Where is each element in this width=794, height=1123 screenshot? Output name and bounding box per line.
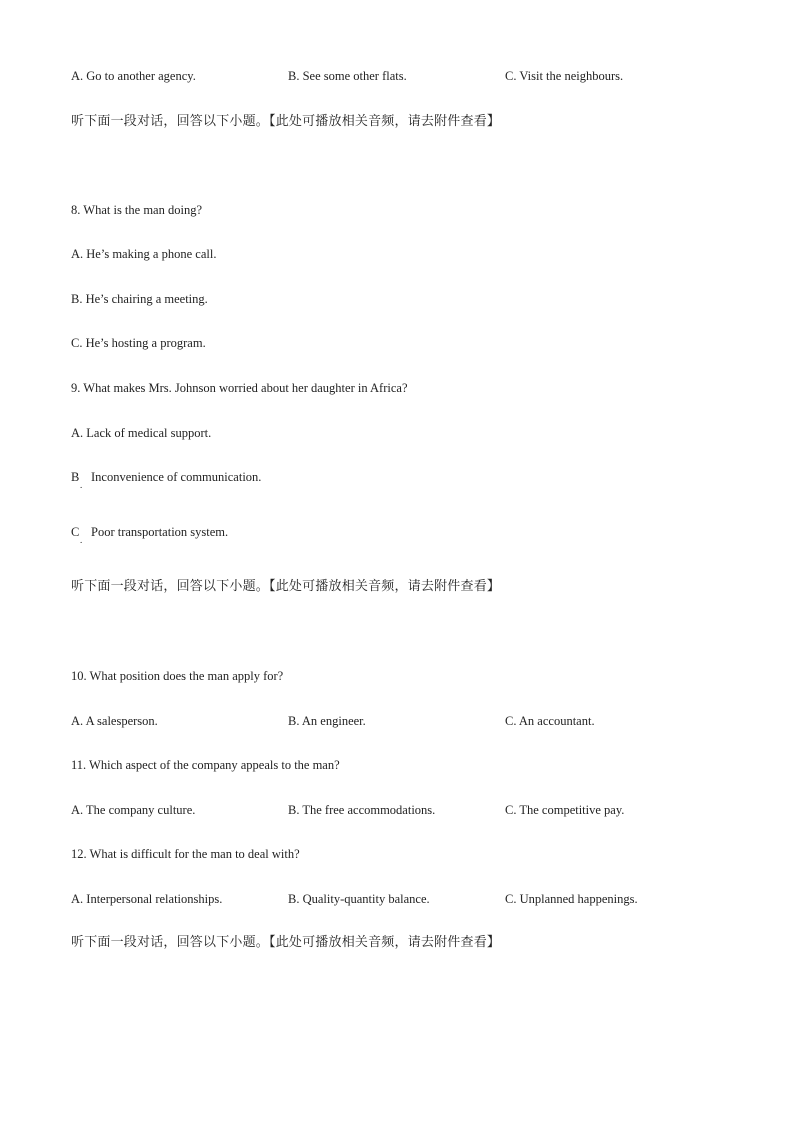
q7-option-a: A. Go to another agency. [71, 69, 196, 83]
q8-question: 8. What is the man doing? [71, 203, 202, 217]
q11-option-b: B. The free accommodations. [288, 803, 436, 817]
q8-option-a: A. He’s making a phone call. [71, 247, 217, 261]
q12-question: 12. What is difficult for the man to deal with? [71, 847, 300, 861]
q10-question: 10. What position does the man apply for? [71, 669, 284, 683]
q7-option-b: B. See some other flats. [288, 69, 407, 83]
q9-question: 9. What makes Mrs. Johnson worried about her daughter in Africa? [71, 381, 408, 395]
q11-option-a: A. The company culture. [71, 803, 196, 817]
listening-instruction: 听下面一段对话，回答以下小题。【此处可播放相关音频，请去附件查看】 [71, 114, 501, 129]
q12-option-c: C. Unplanned happenings. [505, 892, 638, 906]
listening-instruction: 听下面一段对话，回答以下小题。【此处可播放相关音频，请去附件查看】 [71, 935, 501, 950]
q12-options [71, 891, 731, 907]
q7-option-c: C. Visit the neighbours. [505, 69, 624, 83]
q11-question: 11. Which aspect of the company appeals to the man? [71, 758, 340, 772]
q9-option-a: A. Lack of medical support. [71, 426, 212, 440]
q10-options [71, 713, 731, 729]
q9-option-b-letter: B . [71, 470, 83, 490]
q8-option-b: B. He’s chairing a meeting. [71, 292, 208, 306]
q12-option-a: A. Interpersonal relationships. [71, 892, 223, 906]
q10-option-a: A. A salesperson. [71, 714, 158, 728]
q9-option-b [71, 469, 262, 490]
q7-options [71, 68, 731, 84]
listening-instruction: 听下面一段对话，回答以下小题。【此处可播放相关音频，请去附件查看】 [71, 579, 501, 594]
q8-option-c: C. He’s hosting a program. [71, 336, 206, 350]
q12-option-b: B. Quality-quantity balance. [288, 892, 430, 906]
q9-option-c-letter: C . [71, 525, 83, 545]
q9-option-b-text: Inconvenience of communication. [91, 470, 262, 484]
q9-option-c-text: Poor transportation system. [91, 525, 229, 539]
q11-options [71, 802, 731, 818]
q10-option-c: C. An accountant. [505, 714, 595, 728]
q11-option-c: C. The competitive pay. [505, 803, 625, 817]
q9-option-c [71, 524, 229, 545]
q10-option-b: B. An engineer. [288, 714, 366, 728]
